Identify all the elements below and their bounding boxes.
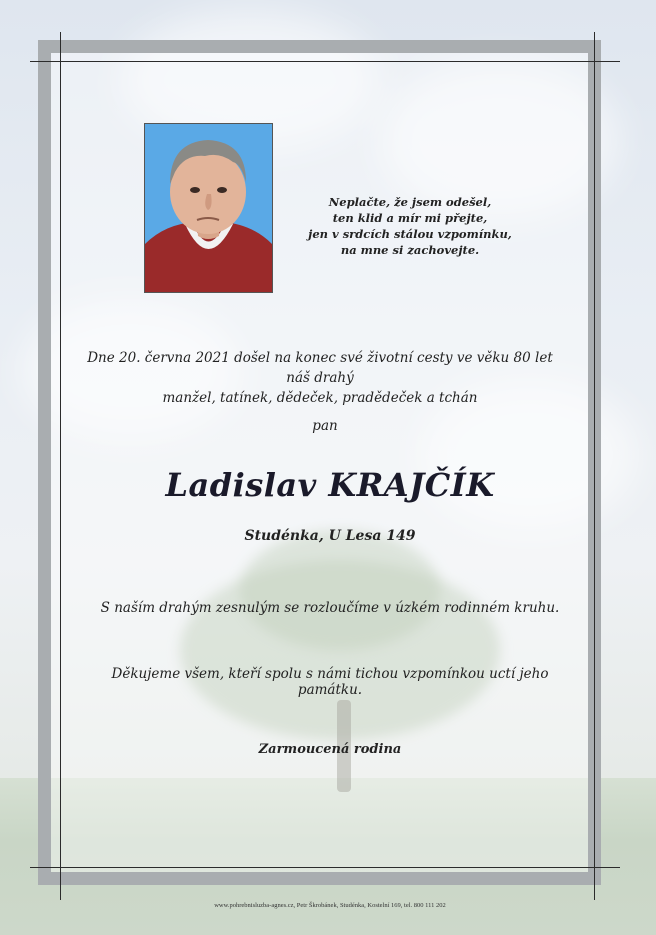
poem-line: Neplačte, že jsem odešel, (328, 195, 492, 209)
farewell-notice: S naším drahým zesnulým se rozloučíme v úzkém rodinném kruhu. (100, 600, 560, 616)
announcement-intro (80, 348, 560, 408)
frame-bottom (38, 872, 600, 885)
intro-line: manžel, tatínek, dědeček, pradědeček a tchán (162, 390, 478, 406)
frame-line-top (30, 61, 620, 62)
frame-line-left (60, 32, 61, 900)
deceased-address: Studénka, U Lesa 149 (244, 528, 416, 544)
frame-top (38, 40, 600, 53)
footer-credits: www.pohrebnisluzba-agnes.cz, Petr Škrobánek, Studénka, Kostelní 169, tel. 800 111 202 (214, 902, 446, 909)
intro-line: Dne 20. června 2021 došel na konec své životní cesty ve věku 80 let náš drahý (87, 350, 553, 386)
poem-line: jen v srdcích stálou vzpomínku, (308, 227, 512, 241)
frame-line-right (594, 32, 595, 900)
family-signature: Zarmoucená rodina (258, 742, 402, 757)
poem-line: ten klid a mír mi přejte, (332, 211, 488, 225)
portrait-illustration (145, 124, 272, 292)
frame-line-bottom (30, 867, 620, 868)
portrait-photo (144, 123, 273, 293)
poem (300, 194, 520, 258)
frame-left (38, 40, 51, 885)
poem-line: na mne si zachovejte. (340, 243, 480, 257)
deceased-name: Ladislav KRAJČÍK (165, 466, 495, 504)
title-honorific: pan (312, 418, 338, 434)
thanks-notice: Děkujeme všem, kteří spolu s námi tichou vzpomínkou uctí jeho památku. (111, 666, 549, 698)
